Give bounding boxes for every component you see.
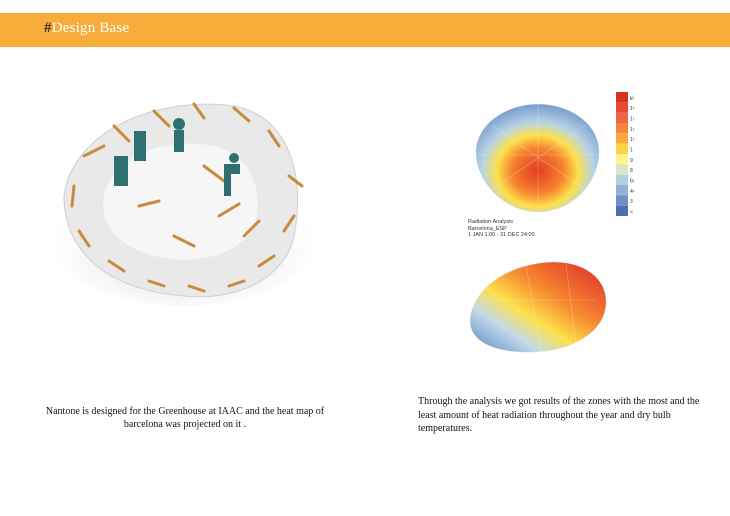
legend-swatch (616, 154, 628, 164)
legend-label: 6¹ (630, 178, 635, 185)
legend-swatch (616, 175, 628, 185)
legend-label: 8 (630, 168, 633, 175)
legend-label: 1¹ (630, 126, 635, 133)
caption-right: Through the analysis we got results of the zones with the most and the least amount of heat radiation throughout the year and dry bulb temperatures. (418, 396, 700, 434)
legend-swatch (616, 195, 628, 205)
radiation-caption (468, 219, 535, 239)
legend-label: < (630, 209, 633, 216)
radiation-period: 1 JAN 1:00 - 31 DEC 24:00 (468, 232, 535, 238)
legend-label: 3 (630, 199, 633, 206)
header-bar (0, 13, 730, 47)
legend-label: 1 (630, 147, 633, 154)
legend-swatch (616, 206, 628, 216)
radiation-location: Barcelona_ESP (468, 225, 507, 232)
legend-swatch (616, 133, 628, 143)
legend-swatch (616, 144, 628, 154)
page-title (44, 20, 129, 37)
radiation-map-perspective-image (466, 260, 610, 354)
caption-left: Nantone is designed for the Greenhouse at IAAC and the heat map of barcelona was projected on it . (45, 406, 325, 430)
radiation-map-top-image (466, 100, 611, 216)
legend-label: 1² (630, 106, 635, 113)
legend-label: k² (630, 95, 635, 102)
legend-swatch (616, 102, 628, 112)
legend-swatch (616, 113, 628, 123)
legend-label: 1¹ (630, 116, 635, 123)
legend-label: 1¹ (630, 137, 635, 144)
legend-swatch (616, 92, 628, 102)
legend-swatch (616, 164, 628, 174)
legend-label: 4¹ (630, 188, 635, 195)
title-hash: # (44, 20, 52, 36)
radiation-legend (614, 92, 644, 216)
title-text: Design Base (51, 20, 130, 36)
legend-swatch (616, 123, 628, 133)
legend-label: 9 (630, 157, 633, 164)
pavilion-render-image (44, 86, 314, 310)
radiation-title: Radiation Analysis (468, 219, 513, 225)
legend-swatch (616, 185, 628, 195)
